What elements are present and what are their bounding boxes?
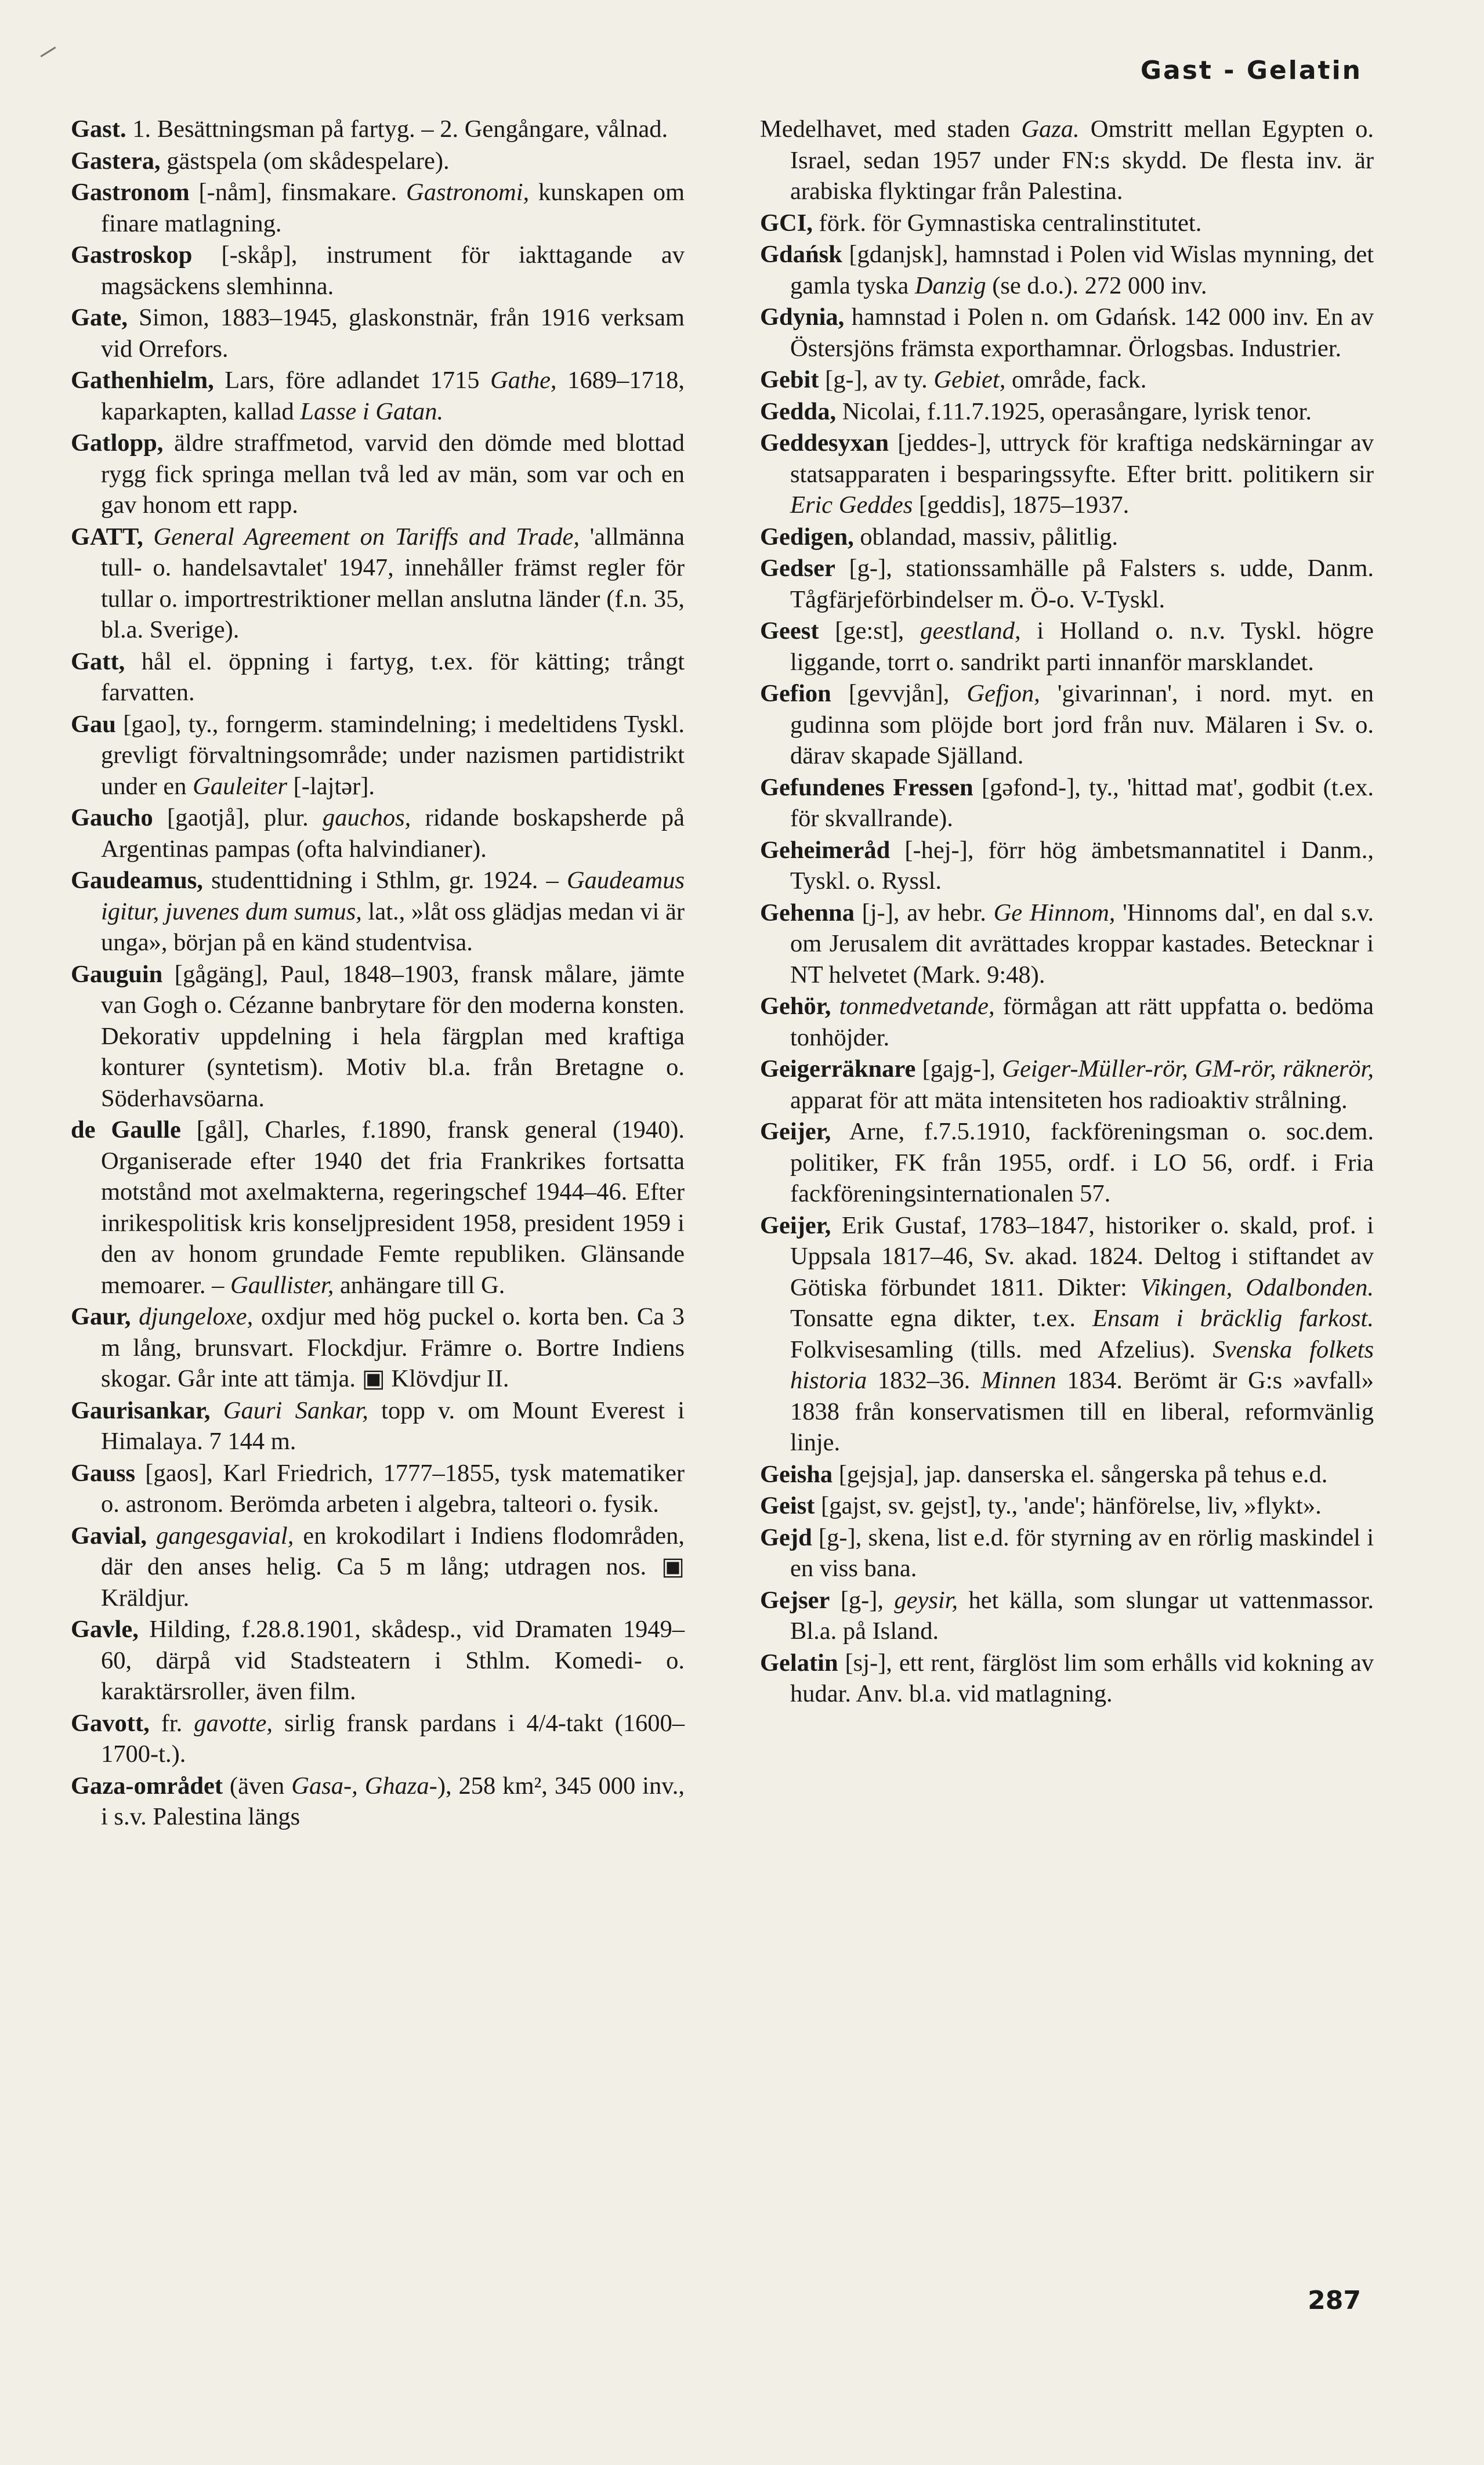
entry-italic-term: geysir, <box>894 1586 958 1614</box>
entry-text: en krokodilart i Indiens flodområden, där den anses helig. Ca 5 m lång; utdragen nos. ▣ Kräldjur. <box>101 1522 685 1612</box>
dictionary-entry <box>760 1054 1374 1116</box>
entry-text: 1832–36. <box>867 1367 981 1394</box>
dictionary-entry <box>71 365 685 427</box>
dictionary-entry <box>71 302 685 364</box>
dictionary-entry <box>760 396 1374 428</box>
entry-text: [g-], av ty. <box>819 366 934 393</box>
entry-headword: Gaudeamus, <box>71 867 203 894</box>
dictionary-entry <box>71 802 685 864</box>
entry-text: het källa, som slungar ut vattenmassor. Bl.a. på Island. <box>790 1586 1374 1645</box>
entry-headword: Gatt, <box>71 647 125 675</box>
entry-text: [j-], av hebr. <box>854 899 994 926</box>
entry-italic-term: Lasse i Gatan. <box>300 397 444 425</box>
entry-headword: Gaurisankar, <box>71 1396 211 1424</box>
entry-headword: Gathenhielm, <box>71 367 214 394</box>
entry-text: [gål], Charles, f.1890, fransk general (1940). Organiserade efter 1940 det fria Frankrikes fortsatta motstånd mot axelmakterna, regeringschef 1944–46. Efter inrikespolitisk kris konseljpresident 1958, president 1959 i den av honom grundade Femte republiken. Glänsande memoarer. – <box>101 1116 685 1299</box>
entry-text: [gajst, sv. gejst], ty., 'ande'; hänförelse, liv, »flykt». <box>815 1492 1322 1519</box>
dictionary-entry <box>71 865 685 958</box>
dictionary-entry <box>760 1490 1374 1522</box>
entry-text: anhängare till G. <box>334 1271 505 1299</box>
right-column <box>760 114 1374 1710</box>
entry-headword: Gastronom <box>71 179 190 206</box>
entry-headword: Gatlopp, <box>71 429 164 457</box>
entry-text: 1. Besättningsman på fartyg. – 2. Gengångare, vålnad. <box>126 115 668 143</box>
entry-headword: Gedser <box>760 555 835 582</box>
entry-italic-term: Gaullister, <box>230 1271 334 1299</box>
dictionary-entry <box>760 364 1374 396</box>
entry-text: Omstritt mellan Egypten o. Israel, sedan 1957 under FN:s skydd. De flesta inv. är arabiska flyktingar från Palestina. <box>790 115 1374 205</box>
entry-text <box>131 1303 139 1330</box>
pencil-mark <box>40 46 56 57</box>
entry-headword: Gejser <box>760 1586 830 1614</box>
entry-text: 'givarinnan', i nord. myt. en gudinna som plöjde bort jord från nuv. Mälaren i Sv. o. därav skapade Själland. <box>790 680 1374 769</box>
dictionary-entry <box>760 897 1374 991</box>
entry-text: [gajg-], <box>915 1055 1002 1083</box>
entry-text: [g-], skena, list e.d. för styrning av en rörlig maskindel i en viss bana. <box>790 1523 1374 1582</box>
entry-text: förk. för Gymnastiska centralinstitutet. <box>812 209 1202 237</box>
entry-italic-term: Gaudeamus igitur, juvenes dum sumus, <box>101 867 685 925</box>
entry-headword: de Gaulle <box>71 1116 181 1143</box>
dictionary-entry <box>71 1301 685 1395</box>
entry-text: [gevvjån], <box>831 680 967 707</box>
entry-text: studenttidning i Sthlm, gr. 1924. – <box>202 867 567 894</box>
entry-text: gästspela (om skådespelare). <box>160 147 450 175</box>
entry-text: [gəfond-], ty., 'hittad mat', godbit (t.ex. för skvallrande). <box>790 773 1374 832</box>
entry-text: lat., »låt oss glädjas medan vi är unga», början på en känd studentvisa. <box>101 897 685 956</box>
entry-italic-term: General Agreement on Tariffs and Trade, <box>153 523 580 551</box>
entry-text: Folkvisesamling (tills. med Afzelius). <box>790 1335 1213 1363</box>
entry-text: (även <box>223 1772 292 1800</box>
entry-text: [sj-], ett rent, färglöst lim som erhålls vid kokning av hudar. Anv. bl.a. vid matlagning. <box>790 1649 1374 1707</box>
entry-headword: Geist <box>760 1492 815 1519</box>
entry-headword: GCI, <box>760 209 813 237</box>
dictionary-entry <box>760 239 1374 301</box>
running-head: Gast - Gelatin <box>1140 56 1362 85</box>
entry-text: 1689–1718, kaparkapten, kallad <box>101 367 685 425</box>
entry-text: [g-], stationssamhälle på Falsters s. udde, Danm. Tågfärjeförbindelser m. Ö-o. V-Tyskl. <box>790 555 1374 613</box>
entry-text: oblandad, massiv, pålitlig. <box>853 523 1118 551</box>
entry-headword: Geest <box>760 617 819 645</box>
entry-headword: Gefion <box>760 680 831 707</box>
entry-italic-term: Gasa-, Ghaza- <box>291 1772 437 1800</box>
entry-text: [-lajtər]. <box>287 772 375 800</box>
entry-headword: Gaur, <box>71 1303 131 1330</box>
dictionary-entry <box>71 959 685 1114</box>
entry-headword: Gastroskop <box>71 241 193 269</box>
entry-headword: Gdynia, <box>760 303 845 331</box>
dictionary-entry <box>71 1771 685 1833</box>
dictionary-entry <box>760 1210 1374 1458</box>
dictionary-entry <box>71 177 685 239</box>
entry-headword: Gdańsk <box>760 241 842 268</box>
entry-headword: Gedda, <box>760 397 837 425</box>
page-number: 287 <box>1308 2286 1361 2315</box>
entry-headword: Gavott, <box>71 1709 150 1737</box>
dictionary-entry <box>760 1459 1374 1490</box>
entry-italic-term: Gebiet, <box>933 366 1006 393</box>
entry-headword: Gavial, <box>71 1522 147 1550</box>
entry-text: Arne, f.7.5.1910, fackföreningsman o. soc.dem. politiker, FK från 1955, ordf. i LO 56, ordf. i Fria fackföreningsinternationalen 57. <box>790 1118 1374 1207</box>
dictionary-entry <box>71 114 685 145</box>
dictionary-entry <box>71 240 685 302</box>
entry-text: (se d.o.). 272 000 inv. <box>986 272 1207 299</box>
entry-italic-term: Gathe, <box>490 367 557 394</box>
entry-italic-term: Ensam i bräcklig farkost. <box>1092 1305 1374 1332</box>
entry-text: 1834. Berömt är G:s »avfall» 1838 från konservatismen till en liberal, reformvänlig linje. <box>790 1367 1374 1456</box>
entry-headword: Gate, <box>71 304 128 331</box>
entry-italic-term: Gauleiter <box>193 772 288 800</box>
dictionary-entry <box>71 1395 685 1457</box>
entry-headword: Geigerräknare <box>760 1055 916 1083</box>
dictionary-entry <box>760 1522 1374 1584</box>
entry-text: Hilding, f.28.8.1901, skådesp., vid Dramaten 1949–60, därpå vid Stadsteatern i Sthlm. Komedi- o. karaktärsroller, även film. <box>101 1616 685 1705</box>
entry-headword: Gast. <box>71 115 126 143</box>
dictionary-entry <box>760 772 1374 834</box>
dictionary-entry <box>71 428 685 521</box>
entry-text: [geddis], 1875–1937. <box>913 491 1130 519</box>
dictionary-entry <box>71 1114 685 1301</box>
entry-text: i Holland o. n.v. Tyskl. högre liggande, torrt o. sandrikt parti innanför marsklandet. <box>790 617 1374 676</box>
entry-text: [-skåp], instrument för iakttagande av magsäckens slemhinna. <box>101 241 685 300</box>
dictionary-entry <box>760 114 1374 207</box>
dictionary-entry <box>71 709 685 802</box>
entry-text: apparat för att mäta intensiteten hos radioaktiv strålning. <box>790 1086 1348 1114</box>
dictionary-entry <box>760 678 1374 772</box>
entry-text: Tonsatte egna dikter, t.ex. <box>790 1305 1093 1332</box>
entry-italic-term: gavotte, <box>194 1709 273 1737</box>
entry-headword: Gejd <box>760 1523 812 1551</box>
dictionary-entry <box>760 428 1374 521</box>
entry-italic-term: Minnen <box>980 1367 1056 1394</box>
dictionary-entry <box>760 1648 1374 1710</box>
entry-text <box>143 523 154 551</box>
dictionary-entry <box>760 835 1374 897</box>
entry-italic-term: Danzig <box>914 272 986 299</box>
entry-headword: Gaza-området <box>71 1772 223 1800</box>
entry-text: [gågäng], Paul, 1848–1903, fransk målare, jämte van Gogh o. Cézanne banbrytare för den moderna konsten. Dekorativ uppdelning i hela färgplan med kraftiga konturer (syntetism). Motiv bl.a. från Bretagne o. Söderhavsöarna. <box>101 960 685 1112</box>
entry-italic-term: gauchos, <box>323 804 411 831</box>
entry-headword: Gau <box>71 710 116 738</box>
dictionary-entry <box>71 1614 685 1707</box>
entry-italic-term: Gefjon, <box>967 680 1040 707</box>
entry-text: Nicolai, f.11.7.1925, operasångare, lyrisk tenor. <box>836 397 1312 425</box>
entry-text: Simon, 1883–1945, glaskonstnär, från 1916 verksam vid Orrefors. <box>101 304 685 363</box>
entry-italic-term: Vikingen, Odalbonden. <box>1140 1273 1374 1301</box>
entry-text: 'Hinnoms dal', en dal s.v. om Jerusalem dit avrättades kroppar kastades. Betecknar i NT helvetet (Mark. 9:48). <box>790 899 1374 989</box>
entry-italic-term: geestland, <box>920 617 1021 645</box>
entry-headword: Geijer, <box>760 1211 831 1239</box>
dictionary-entry <box>760 208 1374 239</box>
entry-headword: Gastera, <box>71 147 161 175</box>
entry-text: [ge:st], <box>819 617 921 645</box>
dictionary-entry <box>71 1458 685 1520</box>
entry-headword: Geheimeråd <box>760 836 891 864</box>
entry-text: [gejsja], jap. danserska el. sångerska på tehus e.d. <box>833 1460 1328 1488</box>
dictionary-entry <box>760 302 1374 364</box>
entry-italic-term: gangesgavial, <box>156 1522 294 1550</box>
entry-text: [gdanjsk], hamnstad i Polen vid Wislas mynning, det gamla tyska <box>790 241 1374 299</box>
entry-text: [jeddes-], uttryck för kraftiga nedskärningar av statsapparaten i besparingssyfte. Efter britt. politikern sir <box>790 429 1374 488</box>
entry-headword: GATT, <box>71 523 143 551</box>
entry-italic-term: Geiger-Müller-rör, GM-rör, räknerör, <box>1002 1055 1374 1083</box>
entry-italic-term: Ge Hinnom, <box>993 899 1116 926</box>
entry-text: ridande boskapsherde på Argentinas pampas (ofta halvindianer). <box>101 804 685 863</box>
entry-italic-term: Svenska folkets historia <box>790 1335 1374 1394</box>
entry-text: område, fack. <box>1005 366 1147 393</box>
entry-text: Medelhavet, med staden <box>760 115 1022 143</box>
entry-text: [gaotjå], plur. <box>153 804 323 831</box>
entry-italic-term: djungeloxe, <box>139 1303 254 1330</box>
left-column <box>71 114 685 1833</box>
entry-headword: Geijer, <box>760 1118 831 1145</box>
entry-text: [gao], ty., forngerm. stamindelning; i medeltidens Tyskl. grevligt förvaltningsområde; under nazismen partidistrikt under en <box>101 710 685 800</box>
dictionary-entry <box>71 646 685 708</box>
entry-italic-term: Gastronomi, <box>406 179 530 206</box>
entry-italic-term: Eric Geddes <box>790 491 913 519</box>
dictionary-entry <box>71 522 685 646</box>
entry-headword: Gavle, <box>71 1616 139 1643</box>
entry-headword: Gauss <box>71 1459 136 1487</box>
dictionary-entry <box>71 1708 685 1770</box>
dictionary-entry <box>760 522 1374 553</box>
dictionary-entry <box>760 616 1374 678</box>
entry-headword: Gelatin <box>760 1649 838 1677</box>
entry-headword: Gebit <box>760 366 819 393</box>
entry-text <box>211 1397 223 1424</box>
entry-headword: Geddesyxan <box>760 429 889 457</box>
dictionary-entry <box>760 991 1374 1053</box>
dictionary-entry <box>760 553 1374 615</box>
entry-text: förmågan att rätt uppfatta o. bedöma tonhöjder. <box>790 993 1374 1051</box>
entry-text: hamnstad i Polen n. om Gdańsk. 142 000 inv. En av Östersjöns främsta exporthamnar. Örlogsbas. Industrier. <box>790 303 1374 362</box>
entry-headword: Gaucho <box>71 804 153 831</box>
entry-headword: Gedigen, <box>760 523 854 551</box>
entry-headword: Gauguin <box>71 960 163 988</box>
entry-italic-term: Gauri Sankar, <box>223 1396 368 1424</box>
dictionary-entry <box>760 1116 1374 1210</box>
dictionary-entry <box>760 1585 1374 1647</box>
entry-headword: Gefundenes Fressen <box>760 773 973 801</box>
entry-headword: Geisha <box>760 1460 833 1488</box>
entry-headword: Gehenna <box>760 899 855 926</box>
entry-italic-term: Gaza. <box>1021 115 1080 143</box>
entry-text: [gaos], Karl Friedrich, 1777–1855, tysk matematiker o. astronom. Berömda arbeten i algebra, talteori o. fysik. <box>101 1459 685 1518</box>
entry-text: [-nåm], finsmakare. <box>189 179 406 206</box>
entry-text: Erik Gustaf, 1783–1847, historiker o. skald, prof. i Uppsala 1817–46, Sv. akad. 1824. Deltog i stiftandet av Götiska förbundet 1811. Dikter: <box>790 1211 1374 1301</box>
dictionary-entry <box>71 146 685 177</box>
entry-text: topp v. om Mount Everest i Himalaya. 7 144 m. <box>101 1396 685 1455</box>
entry-text <box>831 993 839 1020</box>
entry-italic-term: tonmedvetande, <box>839 993 995 1020</box>
entry-text: fr. <box>149 1709 194 1737</box>
entry-text: kunskapen om finare matlagning. <box>101 179 685 237</box>
entry-headword: Gehör, <box>760 993 831 1020</box>
entry-text: sirlig fransk pardans i 4/4-takt (1600–1700-t.). <box>101 1709 685 1768</box>
entry-text: Lars, före adlandet 1715 <box>213 367 491 394</box>
entry-text: [g-], <box>830 1586 895 1614</box>
entry-text: ), 258 km², 345 000 inv., i s.v. Palestina längs <box>101 1772 685 1830</box>
entry-text: äldre straffmetod, varvid den dömde med blottad rygg fick springa mellan två led av män, som var och en gav honom ett rapp. <box>101 429 685 519</box>
entry-text: oxdjur med hög puckel o. korta ben. Ca 3 m lång, brunsvart. Flockdjur. Främre o. Bortre Indiens skogar. Går inte att tämja. ▣ Klövdjur II. <box>101 1303 685 1392</box>
entry-text: 'allmänna tull- o. handelsavtalet' 1947, innehåller främst regler för tullar o. importrestriktioner mellan anslutna länder (f.n. 35, bl.a. Sverige). <box>101 523 685 643</box>
entry-text <box>147 1522 156 1550</box>
entry-text: [-hej-], förr hög ämbetsmannatitel i Danm., Tyskl. o. Ryssl. <box>790 836 1374 895</box>
dictionary-entry <box>71 1521 685 1614</box>
entry-text: hål el. öppning i fartyg, t.ex. för kätting; trångt farvatten. <box>101 647 685 706</box>
